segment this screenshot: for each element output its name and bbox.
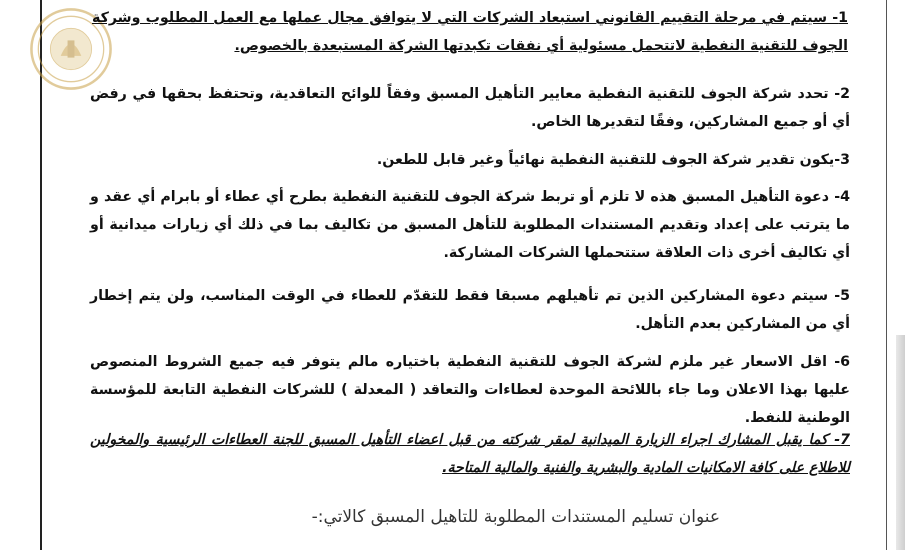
scroll-shadow xyxy=(896,335,905,550)
delivery-address-heading: عنوان تسليم المستندات المطلوبة للتاهيل المسبق كالاتي:- xyxy=(311,507,720,527)
paragraph-7: 7- كما يقبل المشارك اجراء الزيارة الميدانية لمقر شركته من قبل اعضاء التأهيل المسبق للجنة العطاءات الرئيسية والمخولين للاطلاع على كافة الامكانيات المادية والبشرية والفنية والمالية المتاحة. xyxy=(90,432,850,476)
paragraph-5: 5- سيتم دعوة المشاركين الذين تم تأهيلهم مسبقا فقط للتقدّم للعطاء في الوقت المناسب، ولن يتم إخطار أي من المشاركين بعدم التأهل. xyxy=(90,288,850,332)
paragraph-1: 1- سيتم في مرحلة التقييم القانوني استبعاد الشركات التي لا يتوافق مجال عملها مع العمل المطلوب وشركة الجوف للتقنية النفطية لاتتحمل مسئولية أي نفقات تكبدتها الشركة المستبعدة بالخصوص. xyxy=(92,10,848,54)
paragraph-6: 6- اقل الاسعار غير ملزم لشركة الجوف للتقنية النفطية باختياره مالم يتوفر فيه جميع الشروط المنصوص عليها بهذا الاعلان وما جاء باللائحة الموحدة لعطاءات والتعاقد ( المعدلة ) للشركات النفطية التابعة للمؤسسة الوطنية للنفط. xyxy=(90,354,850,426)
paragraph-3: 3-يكون تقدير شركة الجوف للتقنية النفطية نهائياً وغير قابل للطعن. xyxy=(376,152,850,168)
page-border-right xyxy=(886,0,887,550)
page-border-left xyxy=(40,0,42,550)
paragraph-4: 4- دعوة التأهيل المسبق هذه لا تلزم أو تربط شركة الجوف للتقنية النفطية بطرح أي عطاء أو بابرام أي عقد و ما يترتب على إعداد وتقديم المستندات المطلوبة للتأهل المسبق من تكاليف بما في ذلك أي زيارات ميدانية أو أي تكاليف أخرى ذات العلاقة ستتحملها الشركات المشاركة. xyxy=(90,189,850,261)
paragraph-2: 2- تحدد شركة الجوف للتقنية النفطية معايير التأهيل المسبق وفقاً للوائح التعاقدية، وتحتفظ بحقها في رفض أي أو جميع المشاركين، وفقًا لتقديرها الخاص. xyxy=(90,86,850,130)
